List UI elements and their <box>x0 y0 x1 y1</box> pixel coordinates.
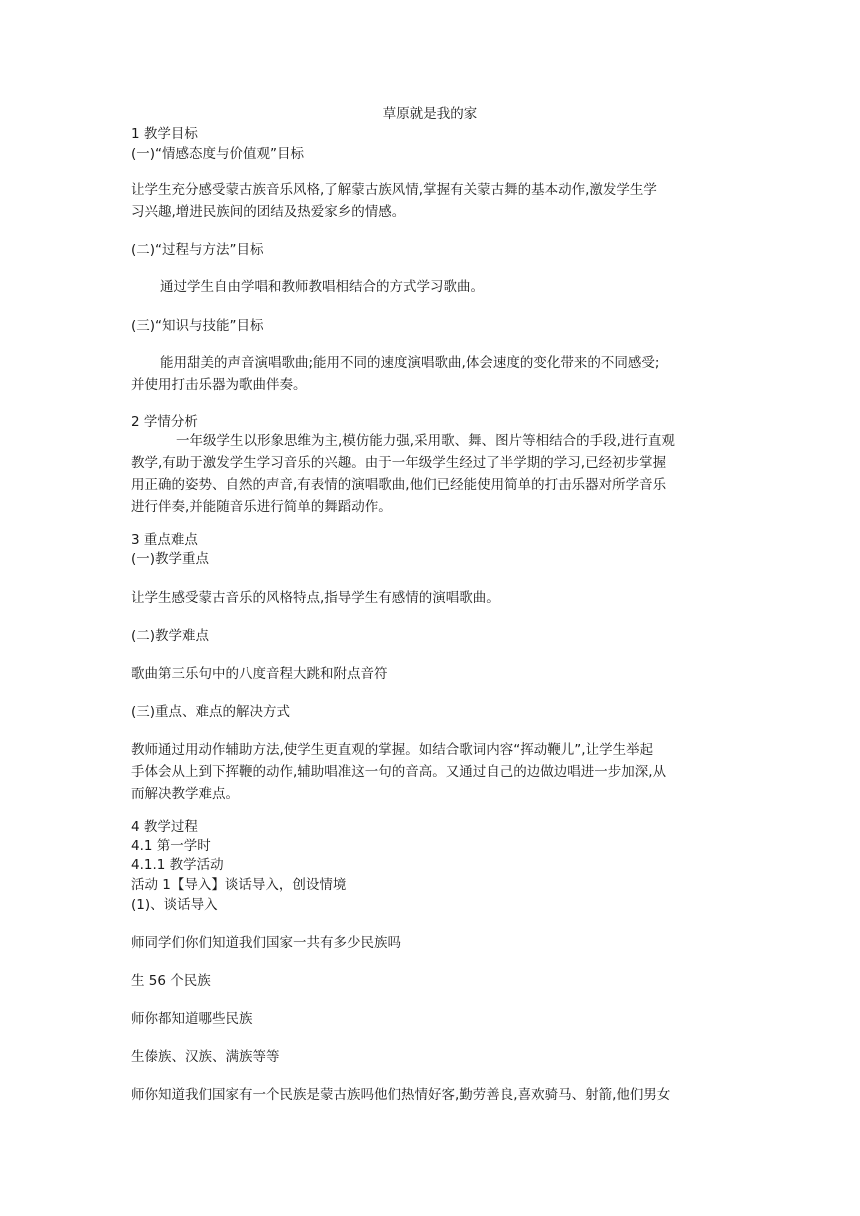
paragraph-line: 让学生充分感受蒙古族音乐风格,了解蒙古族风情,掌握有关蒙古舞的基本动作,激发学生学 <box>131 182 657 198</box>
section-heading: 2 学情分析 <box>131 414 198 430</box>
subsection-heading: (三)“知识与技能”目标 <box>131 318 264 334</box>
subsection-heading: (一)“情感态度与价值观”目标 <box>131 146 305 162</box>
subsection-heading: (三)重点、难点的解决方式 <box>131 704 291 720</box>
section-heading: 3 重点难点 <box>131 532 198 548</box>
paragraph-line: 习兴趣,增进民族间的团结及热爱家乡的情感。 <box>131 204 406 220</box>
dialogue-line: 生傣族、汉族、满族等等 <box>131 1049 280 1065</box>
dialogue-line: 师同学们你们知道我们国家一共有多少民族吗 <box>131 935 401 951</box>
paragraph-line: 用正确的姿势、自然的声音,有表情的演唱歌曲,他们已经能使用简单的打击乐器对所学音乐 <box>131 477 667 493</box>
paragraph-line: 手体会从上到下挥鞭的动作,辅助唱准这一句的音高。又通过自己的边做边唱进一步加深,从 <box>131 764 667 780</box>
subsection-heading: (二)教学难点 <box>131 628 210 644</box>
step-heading: (1)、谈话导入 <box>131 897 218 913</box>
paragraph-line: 能用甜美的声音演唱歌曲;能用不同的速度演唱歌曲,体会速度的变化带来的不同感受; <box>160 355 660 371</box>
dialogue-line: 生 56 个民族 <box>131 973 211 989</box>
subsection-heading: 4.1.1 教学活动 <box>131 857 224 873</box>
subsection-heading: (二)“过程与方法”目标 <box>131 242 264 258</box>
paragraph-line: 并使用打击乐器为歌曲伴奏。 <box>131 377 307 393</box>
subsection-heading: 4.1 第一学时 <box>131 838 211 854</box>
page-title: 草原就是我的家 <box>382 106 478 122</box>
dialogue-line: 师你都知道哪些民族 <box>131 1011 253 1027</box>
section-heading: 1 教学目标 <box>131 126 198 142</box>
dialogue-line: 师你知道我们国家有一个民族是蒙古族吗他们热情好客,勤劳善良,喜欢骑马、射箭,他们男女 <box>131 1087 671 1103</box>
paragraph-line: 歌曲第三乐句中的八度音程大跳和附点音符 <box>131 666 388 682</box>
paragraph-line: 一年级学生以形象思维为主,模仿能力强,采用歌、舞、图片等相结合的手段,进行直观 <box>176 433 675 449</box>
paragraph-line: 让学生感受蒙古音乐的风格特点,指导学生有感情的演唱歌曲。 <box>131 590 500 606</box>
paragraph-line: 教学,有助于激发学生学习音乐的兴趣。由于一年级学生经过了半学期的学习,已经初步掌握 <box>131 455 667 471</box>
section-heading: 4 教学过程 <box>131 819 198 835</box>
paragraph-line: 进行伴奏,并能随音乐进行简单的舞蹈动作。 <box>131 499 392 515</box>
paragraph-line: 通过学生自由学唱和教师教唱相结合的方式学习歌曲。 <box>160 279 484 295</box>
paragraph-line: 教师通过用动作辅助方法,使学生更直观的掌握。如结合歌词内容“挥动鞭儿”,让学生举起 <box>131 742 654 758</box>
activity-heading: 活动 1【导入】谈话导入，创设情境 <box>131 877 347 893</box>
paragraph-line: 而解决教学难点。 <box>131 786 239 802</box>
subsection-heading: (一)教学重点 <box>131 551 210 567</box>
